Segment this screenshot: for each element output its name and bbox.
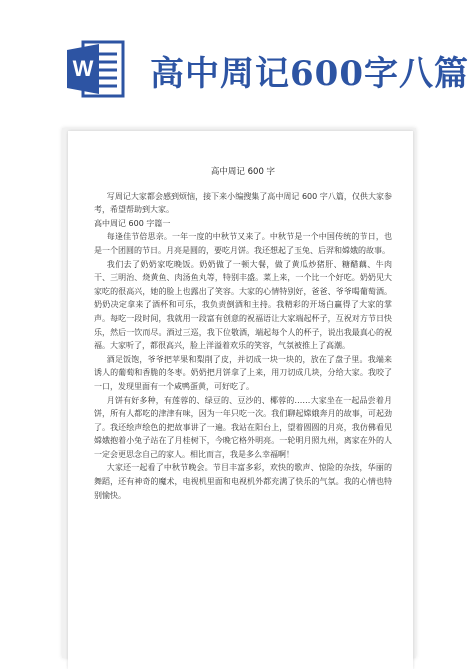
document-body (94, 166, 392, 502)
body-paragraph: 大家还一起看了中秋节晚会。节目丰富多彩，欢快的歌声、惊险的杂技，华丽的舞蹈，还有神奇的魔术，电视机里面和电视机外都充满了快乐的气氛。我的心情也特别愉快。 (94, 463, 392, 500)
section-heading: 高中周记 600 字篇一 (94, 218, 171, 228)
document-title: 高中周记 600 字 (210, 167, 276, 177)
banner (0, 0, 474, 118)
intro-paragraph: 写周记大家都会感到烦恼，接下来小编搜集了高中周记 600 字八篇，仅供大家参考，希望帮助到大家。 (94, 191, 392, 215)
word-logo-letter: W (72, 56, 94, 81)
body-paragraph: 月饼有好多种，有莲蓉的、绿豆的、豆沙的、椰蓉的……大家坐在一起品尝着月饼，所有人都吃的津津有味，因为一年只吃一次。我们聊起嫦娥奔月的故事，可起劲了。我还绘声绘色的把故事讲了一遍。我站在阳台上，望着圆圆的月亮，我仿佛看见嫦娥抱着小兔子站在了月桂树下，今晚它格外明亮。一轮明月照九州，离家在外的人一定会更思念自己的家人。相比而言，我是多么幸福啊！ (94, 395, 392, 459)
banner-title: 高中周记600字八篇 (150, 54, 469, 94)
word-document-icon (65, 38, 127, 100)
body-paragraph: 每逢佳节倍思亲。一年一度的中秋节又来了。中秋节是一个中国传统的节日，也是一个团圆的节日。月亮是圆的，要吃月饼。我还想起了玉兔、后羿和嫦娥的故事。 (94, 232, 392, 255)
body-paragraph: 酒足饭饱，爷爷把苹果和梨削了皮，并切成一块一块的，放在了盘子里。我端来诱人的葡萄和香脆的冬枣。奶奶把月饼拿了上来，用刀切成几块，分给大家。我咬了一口，发现里面有一个咸鸭蛋黄，可好吃了。 (94, 354, 392, 391)
body-paragraph: 我们去了奶奶家吃晚饭。奶奶做了一顿大餐，做了黄瓜炒猪肝、糖醋藕、牛肉干、三明治、烧黄鱼、肉汤鱼丸等，特别丰盛。菜上来，一个比一个好吃。奶奶见大家吃的很高兴，她的脸上也露出了笑容。大家的心情特别好，爸爸、爷爷喝葡萄酒。奶奶决定拿来了酒杯和可乐，我负责倒酒和主持。我精彩的开场白赢得了大家的掌声。每吃一段时间，我就用一段富有创意的祝福语让大家端起杯子，互祝对方节日快乐，然后一饮而尽。酒过三巡，我下位敬酒，端起每个人的杯子，说出我最真心的祝福。大家听了，都很高兴，脸上洋溢着欢乐的笑容，气氛被推上了高潮。 (94, 259, 392, 351)
